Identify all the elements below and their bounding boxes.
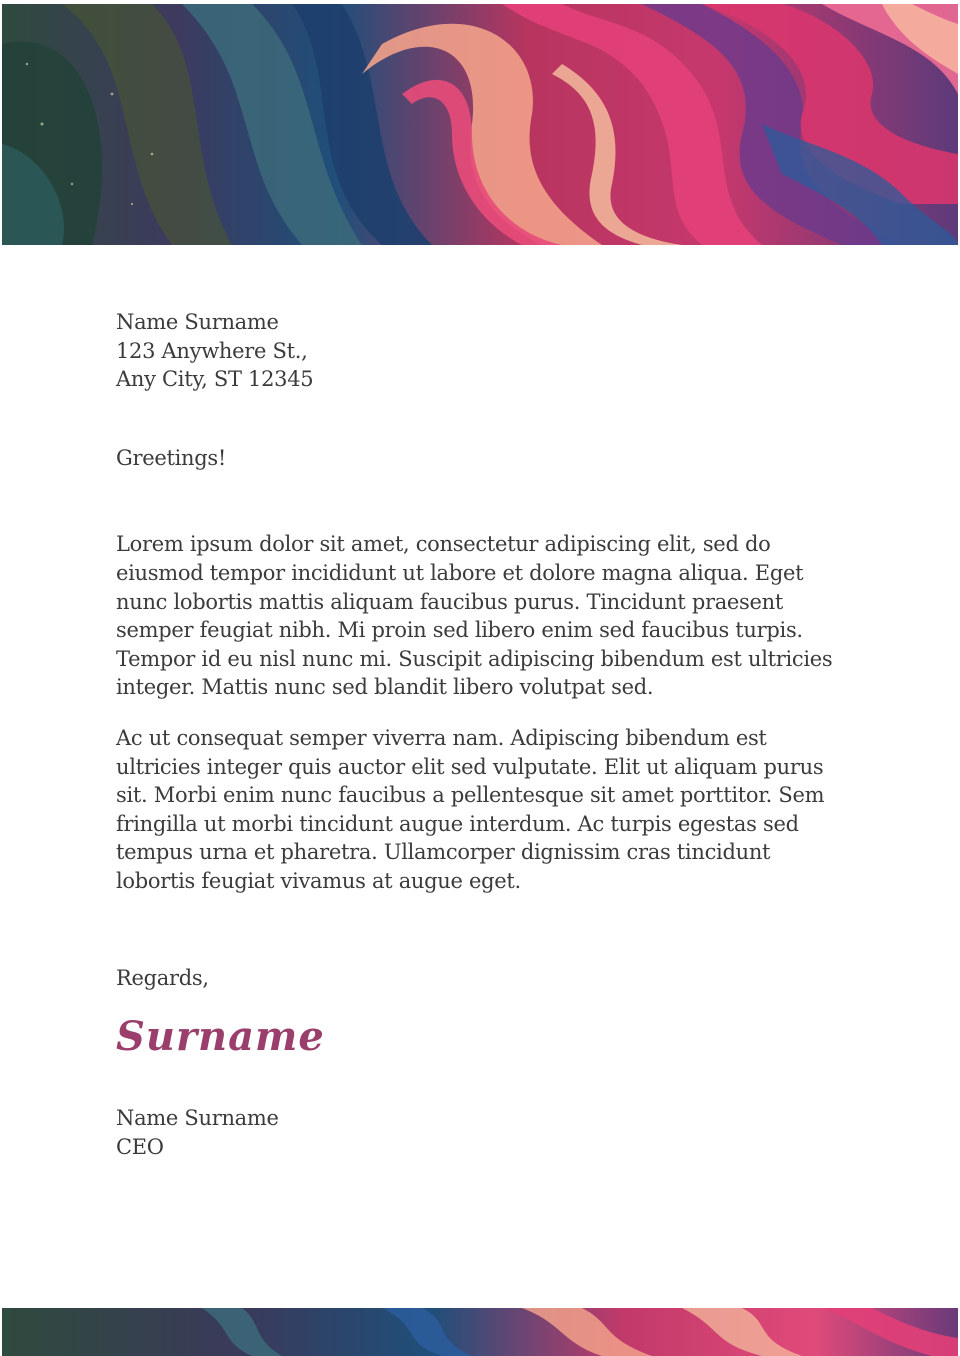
greeting: Greetings!: [116, 445, 227, 470]
sender-city: Any City, ST 12345: [116, 367, 314, 392]
signature: [116, 1012, 325, 1061]
marble-pattern-bottom: [2, 1308, 958, 1356]
sender-name: Name Surname: [116, 310, 279, 334]
signer-title: CEO: [116, 1134, 164, 1159]
closing: Regards,: [116, 965, 209, 990]
header-marble-banner: [2, 4, 958, 245]
body-paragraph-1: Lorem ipsum dolor sit amet, consectetur adipiscing elit, sed do eiusmod tempor incididunt ut labore et dolore magna aliqua. Eget nunc lobortis mattis aliquam faucibus purus. Tincidunt praesent semper feugiat nibh. Mi proin sed libero enim sed faucibus turpis. Tempor id eu nisl nunc mi. Suscipit adipiscing bibendum est ultricies integer. Mattis nunc sed blandit libero volutpat sed.: [116, 532, 833, 700]
sender-address: [116, 308, 846, 394]
sender-street: 123 Anywhere St.,: [116, 338, 308, 363]
signer-block: [116, 1104, 846, 1161]
signer-name: Name Surname: [116, 1106, 279, 1131]
letter-body: [116, 308, 846, 1161]
signature-text: Surname: [116, 1013, 325, 1061]
body-paragraph-2: Ac ut consequat semper viverra nam. Adipiscing bibendum est ultricies integer quis auctor elit sed vulputate. Elit ut aliquam purus sit. Morbi enim nunc faucibus a pellentesque sit amet porttitor. Sem fringilla ut morbi tincidunt augue interdum. Ac turpis egestas sed tempus urna et pharetra. Ullamcorper dignissim cras tincidunt lobortis feugiat vivamus at augue eget.: [116, 725, 825, 893]
marble-pattern-top: [2, 4, 958, 245]
footer-marble-banner: [2, 1308, 958, 1356]
